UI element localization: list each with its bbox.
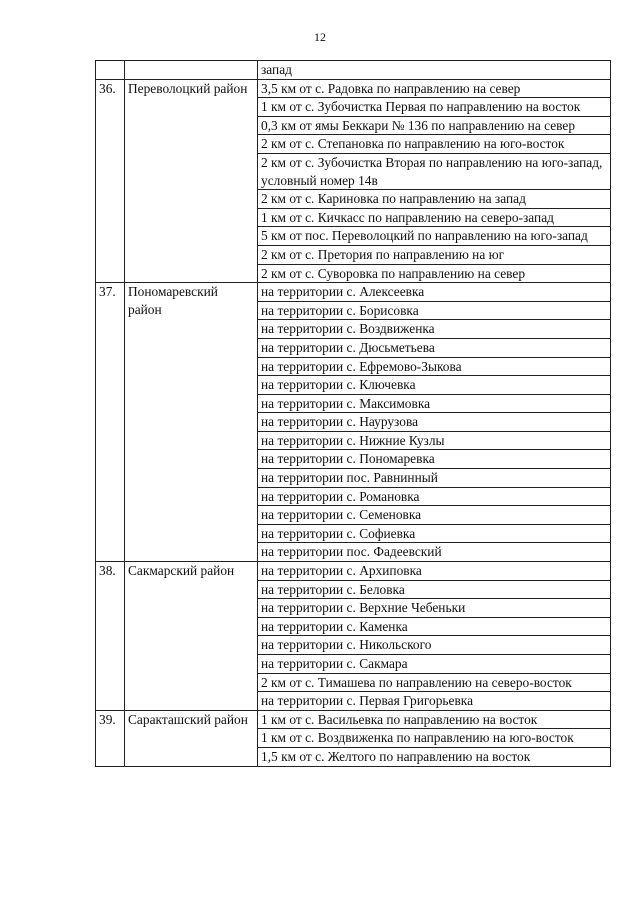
district-name: Пономаревский район (125, 283, 258, 562)
district-number: 38. (96, 562, 125, 711)
location-cell: 1 км от с. Зубочистка Первая по направлению на восток (258, 98, 611, 117)
location-cell: на территории пос. Равнинный (258, 469, 611, 488)
location-cell: на территории с. Романовка (258, 487, 611, 506)
district-cell (125, 61, 258, 80)
location-cell: на территории с. Беловка (258, 580, 611, 599)
location-cell: на территории с. Пономаревка (258, 450, 611, 469)
location-row (96, 710, 611, 729)
location-cell: на территории с. Никольского (258, 636, 611, 655)
location-cell: 2 км от с. Зубочистка Вторая по направлению на юго-запад, условный номер 14в (258, 153, 611, 189)
number-cell (96, 61, 125, 80)
location-cell: на территории с. Наурузова (258, 413, 611, 432)
location-cell: запад (258, 61, 611, 80)
continuation-row (96, 61, 611, 80)
location-cell: 2 км от с. Степановка по направлению на юго-восток (258, 135, 611, 154)
location-cell: 1 км от с. Васильевка по направлению на восток (258, 710, 611, 729)
location-cell: на территории с. Борисовка (258, 301, 611, 320)
page-number: 12 (314, 30, 326, 44)
location-cell: 1 км от с. Воздвиженка по направлению на юго-восток (258, 729, 611, 748)
location-cell: на территории с. Нижние Кузлы (258, 431, 611, 450)
location-cell: на территории с. Софиевка (258, 524, 611, 543)
district-number: 36. (96, 79, 125, 283)
location-cell: 2 км от с. Претория по направлению на юг (258, 245, 611, 264)
location-cell: 5 км от пос. Переволоцкий по направлению на юго-запад (258, 227, 611, 246)
district-number: 37. (96, 283, 125, 562)
location-cell: на территории с. Воздвиженка (258, 320, 611, 339)
location-cell: на территории с. Верхние Чебеньки (258, 599, 611, 618)
location-cell: на территории с. Архиповка (258, 562, 611, 581)
location-cell: 3,5 км от с. Радовка по направлению на север (258, 79, 611, 98)
location-cell: на территории с. Каменка (258, 617, 611, 636)
district-number: 39. (96, 710, 125, 766)
district-name: Сакмарский район (125, 562, 258, 711)
location-cell: на территории с. Ефремово-Зыкова (258, 357, 611, 376)
location-cell: на территории с. Сакмара (258, 655, 611, 674)
location-row (96, 562, 611, 581)
location-cell: 1 км от с. Кичкасс по направлению на северо-запад (258, 208, 611, 227)
location-cell: на территории с. Ключевка (258, 376, 611, 395)
location-cell: на территории с. Дюсьметьева (258, 338, 611, 357)
location-cell: на территории с. Максимовка (258, 394, 611, 413)
location-cell: на территории с. Семеновка (258, 506, 611, 525)
district-name: Саракташский район (125, 710, 258, 766)
location-cell: на территории с. Алексеевка (258, 283, 611, 302)
location-cell: 2 км от с. Суворовка по направлению на север (258, 264, 611, 283)
location-cell: 0,3 км от ямы Беккари № 136 по направлению на север (258, 116, 611, 135)
location-cell: 1,5 км от с. Желтого по направлению на восток (258, 747, 611, 766)
district-name: Переволоцкий район (125, 79, 258, 283)
location-cell: 2 км от с. Тимашева по направлению на северо-восток (258, 673, 611, 692)
location-row (96, 79, 611, 98)
location-cell: 2 км от с. Кариновка по направлению на запад (258, 190, 611, 209)
districts-table (95, 60, 611, 767)
location-cell: на территории пос. Фадеевский (258, 543, 611, 562)
location-row (96, 283, 611, 302)
location-cell: на территории с. Первая Григорьевка (258, 692, 611, 711)
